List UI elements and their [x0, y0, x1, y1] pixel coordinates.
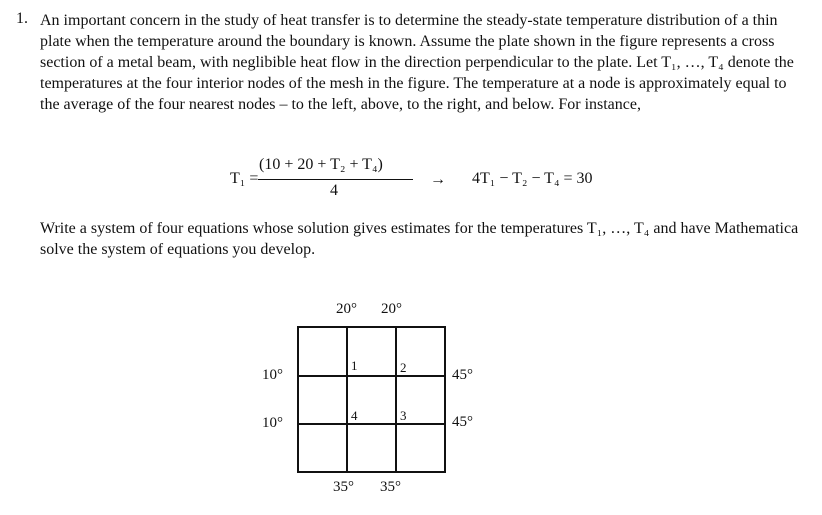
equation-arrow: →: [430, 171, 446, 188]
right-bottom-temp: 45°: [452, 414, 473, 430]
intro-paragraph: An important concern in the study of heat transfer is to determine the steady-state temperature distribution of a thin plate when the temperature around the boundary is known. Assume the plate shown in the figure represents a cross section of a metal beam, with neglibible heat flow in the direction perpendicular to the plate. Let T₁, …, T₄ denote the temperatures at the four interior nodes of the mesh in the figure. The temperature at a node is approximately equal to the average of the four nearest nodes – to the left, above, to the right, and below. For instance,: [40, 12, 794, 113]
equation-result: 4T₁ − T₂ − T₄ = 30: [472, 170, 593, 187]
right-top-temp: 45°: [452, 367, 473, 383]
node-3-label: 3: [400, 408, 407, 423]
node-1-label: 1: [351, 358, 358, 373]
problem-number: 1.: [16, 10, 28, 27]
node-4-label: 4: [351, 408, 358, 423]
bottom-right-temp: 35°: [380, 479, 401, 495]
left-bottom-temp: 10°: [262, 415, 283, 431]
task-paragraph: Write a system of four equations whose solution gives estimates for the temperatures T₁, …, T₄ and have Mathematica solve the system of equations you develop.: [40, 220, 799, 258]
equation-numerator: (10 + 20 + T₂ + T₄): [259, 156, 383, 173]
top-right-temp: 20°: [381, 301, 402, 317]
bottom-left-temp: 35°: [333, 479, 354, 495]
equation-lhs: T₁ =: [230, 170, 259, 187]
node-2-label: 2: [400, 360, 407, 375]
equation-denominator: 4: [330, 182, 338, 199]
left-top-temp: 10°: [262, 367, 283, 383]
top-left-temp: 20°: [336, 301, 357, 317]
